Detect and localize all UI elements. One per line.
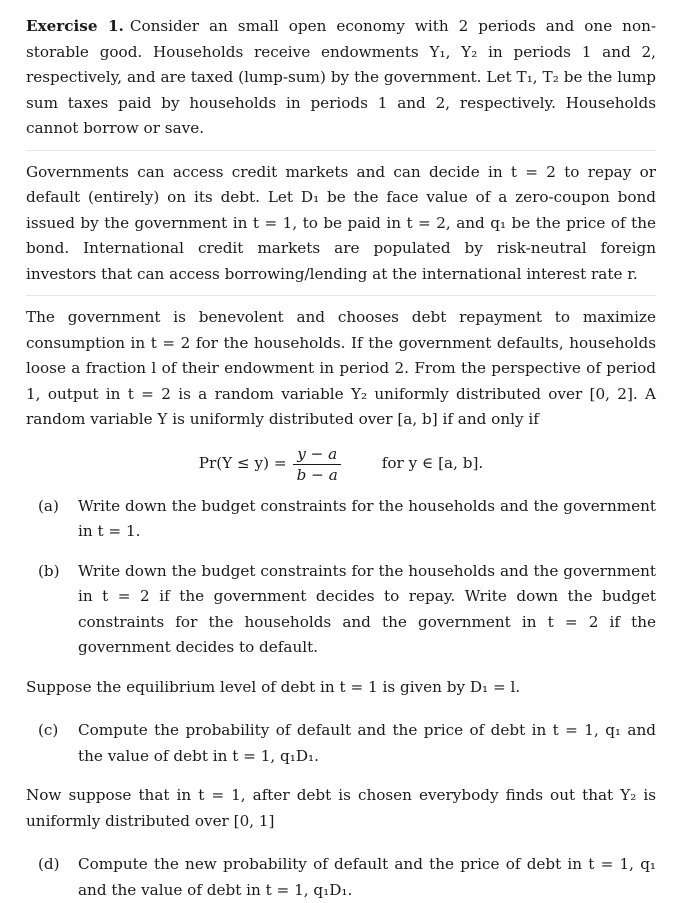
question-item-d <box>26 852 656 903</box>
question-item-a <box>26 494 656 545</box>
question-text: Compute the new probability of default and the price of debt in t = 1, q₁ and the value of debt in t = 1, q₁D₁. <box>78 855 656 899</box>
question-item-c <box>26 718 656 769</box>
question-text: Compute the probability of default and the price of debt in t = 1, q₁ and the value of debt in t = 1, q₁D₁. <box>78 721 656 765</box>
intro-text: Consider an small open economy with 2 periods and one non-storable good. Households receive endowments Y₁, Y₂ in periods 1 and 2, respectively, and are taxed (lump-sum) by the government. Let T₁, T₂ be the lump sum taxes paid by households in periods 1 and 2, respectively. Households cannot borrow or save. <box>26 17 657 137</box>
formula-condition: for y ∈ [a, b]. <box>381 454 484 473</box>
divider <box>26 150 656 151</box>
question-item-b <box>26 559 656 661</box>
question-label: (a) <box>38 496 59 515</box>
question-label: (b) <box>38 561 60 580</box>
formula-lhs-text: Pr(Y ≤ y) = <box>198 454 287 473</box>
note-equilibrium-debt: Suppose the equilibrium level of debt in t = 1 is given by D₁ = l. <box>26 677 521 696</box>
divider <box>26 295 656 296</box>
formula-numerator: y − a <box>293 445 341 465</box>
formula-fraction <box>293 445 342 484</box>
paragraph-credit-markets: Governments can access credit markets and can decide in t = 2 to repay or default (entirely) on its debt. Let D₁ be the face value of a zero-coupon bond issued by the government in t = 1, to be paid in t = 2, and q₁ be the price of the bond. International credit markets are populated by risk-neutral foreign investors that can access borrowing/lending at the international interest rate r. <box>26 162 656 283</box>
paragraph-government: The government is benevolent and chooses debt repayment to maximize consumption in t = 2 for the households. If the government defaults, households loose a fraction l of their endowment in period 2. From the perspective of period 1, output in t = 2 is a random variable Y₂ uniformly distributed over [0, 2]. A random variable Y is uniformly distributed over [a, b] if and only if <box>26 308 656 428</box>
exercise-label: Exercise 1. <box>26 17 124 35</box>
exercise-intro <box>26 14 656 142</box>
question-label: (c) <box>38 721 59 739</box>
note-new-distribution: Now suppose that in t = 1, after debt is chosen everybody finds out that Y₂ is uniformly distributed over [0, 1] <box>26 786 656 830</box>
formula-denominator: b − a <box>296 465 338 484</box>
question-text: Write down the budget constraints for the households and the government in t = 1. <box>78 496 656 540</box>
question-label: (d) <box>38 855 60 873</box>
uniform-cdf-formula <box>26 445 656 484</box>
question-text: Write down the budget constraints for the households and the government in t = 2 if the government decides to repay. Write down the budget constraints for the households and the government in t = 2 if the government decides to default. <box>78 561 656 656</box>
formula-lhs <box>199 445 342 484</box>
